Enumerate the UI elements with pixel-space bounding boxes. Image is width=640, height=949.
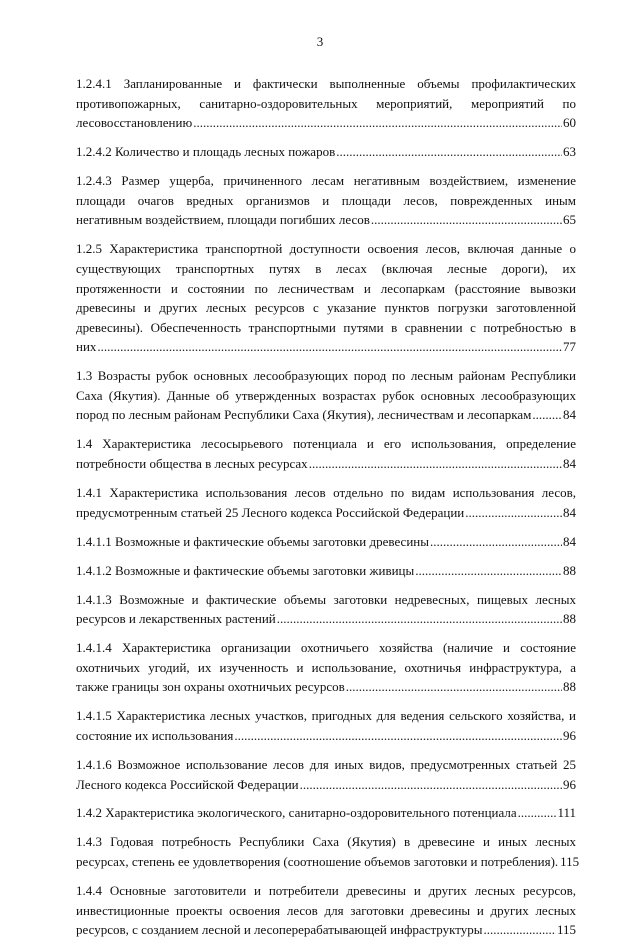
toc-entry-last-line — [76, 677, 576, 697]
dot-leader — [234, 726, 562, 746]
toc-entry[interactable] — [76, 366, 576, 425]
toc-entry[interactable] — [76, 561, 576, 581]
toc-entry-last-line — [76, 503, 576, 523]
toc-entry-last-line — [76, 775, 576, 795]
toc-page-number: 60 — [563, 115, 576, 131]
toc-page-number: 65 — [563, 212, 576, 228]
toc-entry-last-line — [76, 852, 580, 872]
toc-entry-title: 1.4.1.2 Возможные и фактические объемы заготовки живицы — [76, 562, 415, 578]
toc-entry-last-line — [76, 726, 576, 746]
toc-entry-title: состояние их использования — [76, 727, 234, 743]
dot-leader — [309, 454, 562, 474]
toc-entry-line: противопожарных, санитарно-оздоровительных мероприятий, мероприятий по — [76, 95, 576, 111]
toc-entry-line: 1.4.1.5 Характеристика лесных участков, пригодных для ведения сельского хозяйства, и — [76, 708, 576, 724]
toc-page-number: 111 — [557, 805, 576, 821]
toc-entry-line: древесины и других лесных ресурсов с указание пунктов погрузки заготовленной — [76, 300, 576, 316]
dot-leader — [415, 561, 562, 581]
toc-entry-line: 1.2.4.3 Размер ущерба, причиненного лесам негативным воздействием, изменение — [76, 173, 576, 189]
toc-entry-line: 1.4.1.4 Характеристика организации охотничьего хозяйства (наличие и состояние — [76, 640, 576, 656]
dot-leader — [346, 677, 562, 697]
toc-entry-line: 1.4.1.6 Возможное использование лесов для иных видов, предусмотренных статьей 25 — [76, 756, 576, 772]
toc-entry[interactable] — [76, 590, 576, 629]
toc-page-number: 96 — [563, 776, 576, 792]
toc-entry-last-line — [76, 609, 576, 629]
dot-leader — [518, 803, 557, 823]
toc-entry-line: 1.4.4 Основные заготовители и потребители древесины и других лесных ресурсов, — [76, 883, 576, 899]
dot-leader — [484, 920, 556, 940]
toc-entry[interactable] — [76, 832, 580, 871]
toc-entry-title: ресурсов и лекарственных растений — [76, 611, 276, 627]
toc-entry-title: пород по лесным районам Республики Саха (Якутия), лесничествам и лесопаркам — [76, 407, 532, 423]
toc-page-number: 84 — [563, 456, 576, 472]
dot-leader — [465, 503, 562, 523]
toc-entry-last-line — [76, 920, 576, 940]
toc-entry-line: Саха (Якутия). Данные об утвержденных возрастах рубок основных лесообразующих — [76, 387, 576, 403]
toc-page-number: 96 — [563, 727, 576, 743]
toc-entry[interactable] — [76, 706, 576, 745]
toc-entry-title: 1.2.4.2 Количество и площадь лесных пожаров — [76, 144, 336, 160]
toc-entry-title: лесовосстановлению — [76, 115, 193, 131]
toc-page-number: 115 — [560, 854, 580, 870]
toc-entry-line: 1.4.3 Годовая потребность Республики Саха (Якутия) в древесине и иных лесных — [76, 834, 576, 850]
toc-entry-last-line — [76, 532, 576, 552]
toc-entry-last-line — [76, 113, 576, 133]
toc-entry-last-line — [76, 337, 576, 357]
toc-entry-line: 1.4.1 Характеристика использования лесов отдельно по видам использования лесов, — [76, 485, 576, 501]
page-number: 3 — [316, 34, 324, 49]
toc-entry[interactable] — [76, 74, 576, 133]
table-of-contents — [76, 74, 580, 949]
toc-entry[interactable] — [76, 239, 576, 357]
toc-entry-line: существующих транспортных путях в лесах (включая лесные дороги), их — [76, 260, 576, 276]
toc-entry-line: 1.4 Характеристика лесосырьевого потенциала и его использования, определение — [76, 436, 576, 452]
toc-entry-last-line — [76, 142, 576, 162]
toc-entry[interactable] — [76, 142, 576, 162]
toc-entry-line: охотничьих угодий, их изученность и использование, охотничья инфраструктура, а — [76, 659, 576, 675]
toc-entry-line: инвестиционные проекты освоения лесов для заготовки древесины и других лесных — [76, 902, 576, 918]
dot-leader — [371, 210, 562, 230]
dot-leader — [430, 532, 562, 552]
toc-page-number: 63 — [563, 144, 576, 160]
toc-entry-last-line — [76, 454, 576, 474]
dot-leader — [300, 775, 562, 795]
dot-leader — [193, 113, 562, 133]
dot-leader — [97, 337, 562, 357]
toc-entry[interactable] — [76, 881, 576, 940]
toc-page-number: 115 — [556, 922, 576, 938]
toc-entry-title: 1.4.2 Характеристика экологического, санитарно-оздоровительного потенциала — [76, 805, 517, 821]
toc-entry[interactable] — [76, 532, 576, 552]
toc-entry-last-line — [76, 561, 576, 581]
toc-entry-last-line — [76, 210, 576, 230]
dot-leader — [336, 142, 562, 162]
toc-entry-line: 1.2.5 Характеристика транспортной доступности освоения лесов, включая данные о — [76, 241, 576, 257]
toc-page-number: 88 — [563, 679, 576, 695]
toc-entry-line: 1.4.1.3 Возможные и фактические объемы заготовки недревесных, пищевых лесных — [76, 591, 576, 607]
toc-entry-title: них — [76, 339, 97, 355]
toc-entry[interactable] — [76, 755, 576, 794]
toc-entry[interactable] — [76, 803, 576, 823]
toc-entry[interactable] — [76, 483, 576, 522]
dot-leader — [532, 405, 562, 425]
toc-entry-line: древесины). Обеспеченность транспортными путями в сравнении с потребностью в — [76, 319, 576, 335]
toc-entry-line: 1.3 Возрасты рубок основных лесообразующих пород по лесным районам Республики — [76, 368, 576, 384]
toc-entry-title: негативным воздействием, площади погибших лесов — [76, 212, 370, 228]
toc-entry-last-line — [76, 803, 576, 823]
toc-entry-line: площади очагов вредных организмов и площади лесов, поврежденных иным — [76, 192, 576, 208]
toc-page-number: 84 — [563, 504, 576, 520]
toc-entry-last-line — [76, 405, 576, 425]
toc-page-number: 77 — [563, 339, 576, 355]
toc-entry-line: протяженности и состоянии по лесничествам и лесопаркам (расстояние вывозки — [76, 280, 576, 296]
toc-entry-title: Лесного кодекса Российской Федерации — [76, 776, 299, 792]
toc-entry[interactable] — [76, 171, 576, 230]
dot-leader — [277, 609, 562, 629]
toc-entry-title: ресурсах, степень ее удовлетворения (соотношение объемов заготовки и потребления). — [76, 854, 559, 870]
toc-entry[interactable] — [76, 434, 576, 473]
toc-entry-title: ресурсов, с созданием лесной и лесоперерабатывающей инфраструктуры — [76, 922, 483, 938]
toc-entry-line: 1.2.4.1 Запланированные и фактически выполненные объемы профилактических — [76, 76, 576, 91]
toc-page-number: 84 — [563, 407, 576, 423]
toc-entry[interactable] — [76, 638, 576, 697]
toc-page-number: 84 — [563, 533, 576, 549]
toc-entry-title: предусмотренным статьей 25 Лесного кодекса Российской Федерации — [76, 504, 465, 520]
toc-entry-title: также границы зон охраны охотничьих ресурсов — [76, 679, 345, 695]
toc-entry-title: потребности общества в лесных ресурсах — [76, 456, 308, 472]
toc-entry-title: 1.4.1.1 Возможные и фактические объемы заготовки древесины — [76, 533, 429, 549]
toc-page-number: 88 — [563, 562, 576, 578]
toc-page-number: 88 — [563, 611, 576, 627]
